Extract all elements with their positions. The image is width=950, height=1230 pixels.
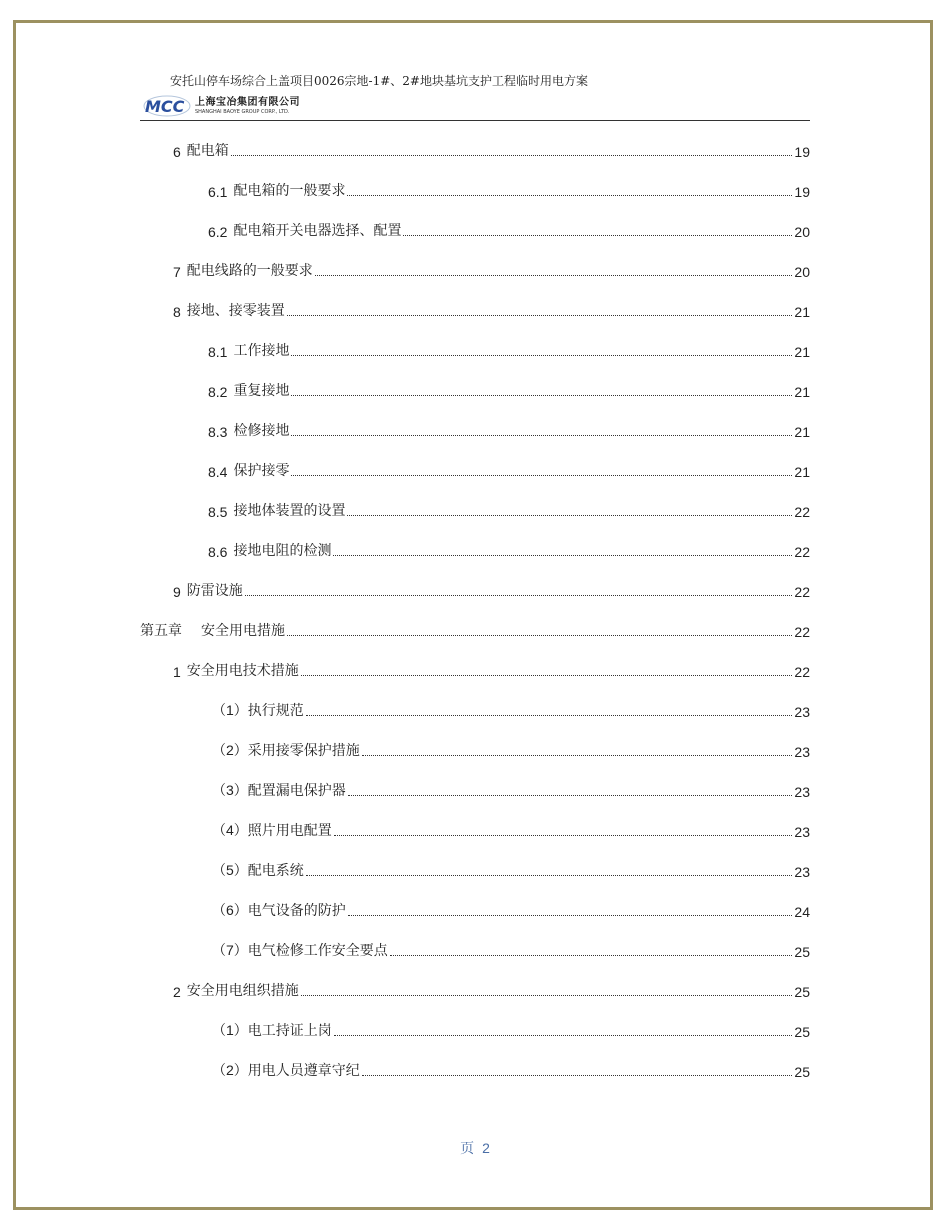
toc-entry-page: 21 bbox=[794, 344, 810, 360]
toc-dot-leader bbox=[287, 315, 793, 316]
toc-entry[interactable] bbox=[212, 780, 810, 800]
toc-entry-number: 第五章 bbox=[140, 622, 182, 638]
toc-entry-page: 23 bbox=[794, 744, 810, 760]
toc-entry-label: 重复接地 bbox=[233, 383, 290, 399]
toc-entry-page: 21 bbox=[794, 464, 810, 480]
toc-entry[interactable] bbox=[208, 220, 810, 240]
toc-dot-leader bbox=[347, 195, 792, 196]
toc-dot-leader bbox=[231, 155, 793, 156]
toc-entry[interactable] bbox=[212, 860, 810, 880]
toc-dot-leader bbox=[301, 995, 793, 996]
toc-entry-number: 8.3 bbox=[208, 424, 228, 440]
toc-entry-label: 配置漏电保护器 bbox=[247, 783, 346, 799]
toc-entry-number: 8 bbox=[173, 304, 181, 320]
toc-dot-leader bbox=[315, 275, 793, 276]
toc-dot-leader bbox=[333, 555, 792, 556]
toc-entry-number: （6） bbox=[212, 902, 248, 918]
mcc-logo-icon bbox=[143, 94, 191, 118]
toc-entry-page: 23 bbox=[794, 864, 810, 880]
toc-entry-label: 安全用电组织措施 bbox=[186, 983, 299, 999]
toc-entry-number: 6.2 bbox=[208, 224, 228, 240]
toc-entry[interactable] bbox=[208, 420, 810, 440]
toc-entry[interactable] bbox=[212, 700, 810, 720]
company-logo bbox=[143, 92, 300, 120]
toc-entry-number: （1） bbox=[212, 1022, 248, 1038]
toc-entry-page: 23 bbox=[794, 824, 810, 840]
footer-page-number: 2 bbox=[482, 1140, 490, 1156]
toc-entry[interactable] bbox=[208, 380, 810, 400]
toc-entry-page: 25 bbox=[794, 1064, 810, 1080]
toc-entry-label: 执行规范 bbox=[247, 703, 304, 719]
toc-dot-leader bbox=[306, 875, 793, 876]
toc-dot-leader bbox=[334, 1035, 793, 1036]
toc-dot-leader bbox=[287, 635, 792, 636]
toc-entry-label: 保护接零 bbox=[233, 463, 290, 479]
toc-entry-label: 配电箱 bbox=[186, 143, 229, 159]
toc-entry-label: 工作接地 bbox=[233, 343, 290, 359]
toc-entry-label: 接地体装置的设置 bbox=[233, 503, 346, 519]
toc-entry-number: （5） bbox=[212, 862, 248, 878]
toc-entry-page: 25 bbox=[794, 944, 810, 960]
toc-entry-number: 2 bbox=[173, 984, 181, 1000]
toc-entry-page: 20 bbox=[794, 264, 810, 280]
toc-entry-number: 8.5 bbox=[208, 504, 228, 520]
toc-dot-leader bbox=[291, 475, 792, 476]
toc-entry-label: 安全用电技术措施 bbox=[186, 663, 299, 679]
toc-entry[interactable] bbox=[208, 180, 810, 200]
toc-dot-leader bbox=[245, 595, 793, 596]
toc-entry[interactable] bbox=[212, 1020, 810, 1040]
toc-entry[interactable] bbox=[208, 500, 810, 520]
toc-dot-leader bbox=[291, 355, 792, 356]
toc-entry[interactable] bbox=[212, 1060, 810, 1080]
toc-entry-page: 19 bbox=[794, 144, 810, 160]
toc-dot-leader bbox=[347, 515, 792, 516]
toc-entry-page: 22 bbox=[794, 664, 810, 680]
toc-dot-leader bbox=[348, 795, 793, 796]
toc-entry-page: 22 bbox=[794, 624, 810, 640]
toc-entry-number: 7 bbox=[173, 264, 181, 280]
toc-entry-page: 22 bbox=[794, 584, 810, 600]
toc-entry-number: （2） bbox=[212, 1062, 248, 1078]
toc-entry[interactable] bbox=[208, 460, 810, 480]
toc-entry-number: 6 bbox=[173, 144, 181, 160]
toc-entry-page: 21 bbox=[794, 384, 810, 400]
toc-entry-number: （2） bbox=[212, 742, 248, 758]
toc-entry[interactable] bbox=[173, 300, 810, 320]
toc-entry[interactable] bbox=[140, 620, 810, 640]
toc-entry-number: 8.1 bbox=[208, 344, 228, 360]
toc-entry-label: 电气设备的防护 bbox=[247, 903, 346, 919]
toc-entry-page: 19 bbox=[794, 184, 810, 200]
toc-entry-number: 8.2 bbox=[208, 384, 228, 400]
toc-entry-page: 21 bbox=[794, 304, 810, 320]
toc-entry-label: 防雷设施 bbox=[186, 583, 243, 599]
toc-entry[interactable] bbox=[173, 580, 810, 600]
toc-entry-page: 22 bbox=[794, 504, 810, 520]
toc-entry-page: 23 bbox=[794, 784, 810, 800]
toc-dot-leader bbox=[334, 835, 793, 836]
toc-entry-page: 25 bbox=[794, 984, 810, 1000]
toc-entry-label: 配电系统 bbox=[247, 863, 304, 879]
toc-entry[interactable] bbox=[212, 940, 810, 960]
toc-dot-leader bbox=[291, 395, 792, 396]
toc-entry-label: 检修接地 bbox=[233, 423, 290, 439]
toc-entry[interactable] bbox=[208, 340, 810, 360]
toc-entry-page: 20 bbox=[794, 224, 810, 240]
toc-entry[interactable] bbox=[212, 900, 810, 920]
toc-entry[interactable] bbox=[173, 140, 810, 160]
footer-page-label: 页 bbox=[460, 1141, 475, 1157]
page-footer bbox=[0, 1138, 950, 1158]
toc-entry-number: （7） bbox=[212, 942, 248, 958]
document-header-title: 安托山停车场综合上盖项目0026宗地-1#、2#地块基坑支护工程临时用电方案 bbox=[170, 74, 588, 88]
toc-entry[interactable] bbox=[208, 540, 810, 560]
toc-dot-leader bbox=[362, 755, 793, 756]
toc-dot-leader bbox=[306, 715, 793, 716]
toc-entry-number: （3） bbox=[212, 782, 248, 798]
toc-entry[interactable] bbox=[173, 660, 810, 680]
toc-entry-number: 9 bbox=[173, 584, 181, 600]
toc-entry-page: 25 bbox=[794, 1024, 810, 1040]
toc-dot-leader bbox=[348, 915, 793, 916]
toc-entry-label: 电气检修工作安全要点 bbox=[247, 943, 388, 959]
toc-entry-number: （1） bbox=[212, 702, 248, 718]
toc-entry-number: 8.6 bbox=[208, 544, 228, 560]
toc-entry-label: 电工持证上岗 bbox=[247, 1023, 332, 1039]
toc-entry-label: 配电箱开关电器选择、配置 bbox=[233, 223, 402, 239]
logo-mark-text: MCC bbox=[145, 97, 185, 116]
toc-dot-leader bbox=[362, 1075, 793, 1076]
logo-company-en: SHANGHAI BAOYE GROUP CORP., LTD. bbox=[195, 108, 290, 115]
toc-entry[interactable] bbox=[212, 820, 810, 840]
toc-entry-page: 21 bbox=[794, 424, 810, 440]
toc-entry-label: 接地电阻的检测 bbox=[233, 543, 332, 559]
toc-entry-page: 23 bbox=[794, 704, 810, 720]
toc-entry-number: 1 bbox=[173, 664, 181, 680]
toc-dot-leader bbox=[291, 435, 792, 436]
toc-entry-page: 22 bbox=[794, 544, 810, 560]
toc-entry[interactable] bbox=[173, 980, 810, 1000]
toc-entry-label: 用电人员遵章守纪 bbox=[247, 1063, 360, 1079]
toc-entry-label: 配电线路的一般要求 bbox=[186, 263, 313, 279]
toc-entry[interactable] bbox=[173, 260, 810, 280]
toc-entry-page: 24 bbox=[794, 904, 810, 920]
toc-entry[interactable] bbox=[212, 740, 810, 760]
toc-entry-label: 照片用电配置 bbox=[247, 823, 332, 839]
toc-entry-number: 8.4 bbox=[208, 464, 228, 480]
toc-dot-leader bbox=[301, 675, 793, 676]
toc-entry-label: 安全用电措施 bbox=[201, 623, 285, 639]
toc-dot-leader bbox=[390, 955, 793, 956]
toc-entry-label: 采用接零保护措施 bbox=[247, 743, 360, 759]
header-divider bbox=[140, 120, 810, 121]
toc-entry-label: 接地、接零装置 bbox=[186, 303, 285, 319]
toc-entry-label: 配电箱的一般要求 bbox=[233, 183, 346, 199]
toc-dot-leader bbox=[403, 235, 792, 236]
logo-company-cn: 上海宝冶集团有限公司 bbox=[195, 96, 300, 108]
toc-entry-number: （4） bbox=[212, 822, 248, 838]
toc-entry-number: 6.1 bbox=[208, 184, 228, 200]
